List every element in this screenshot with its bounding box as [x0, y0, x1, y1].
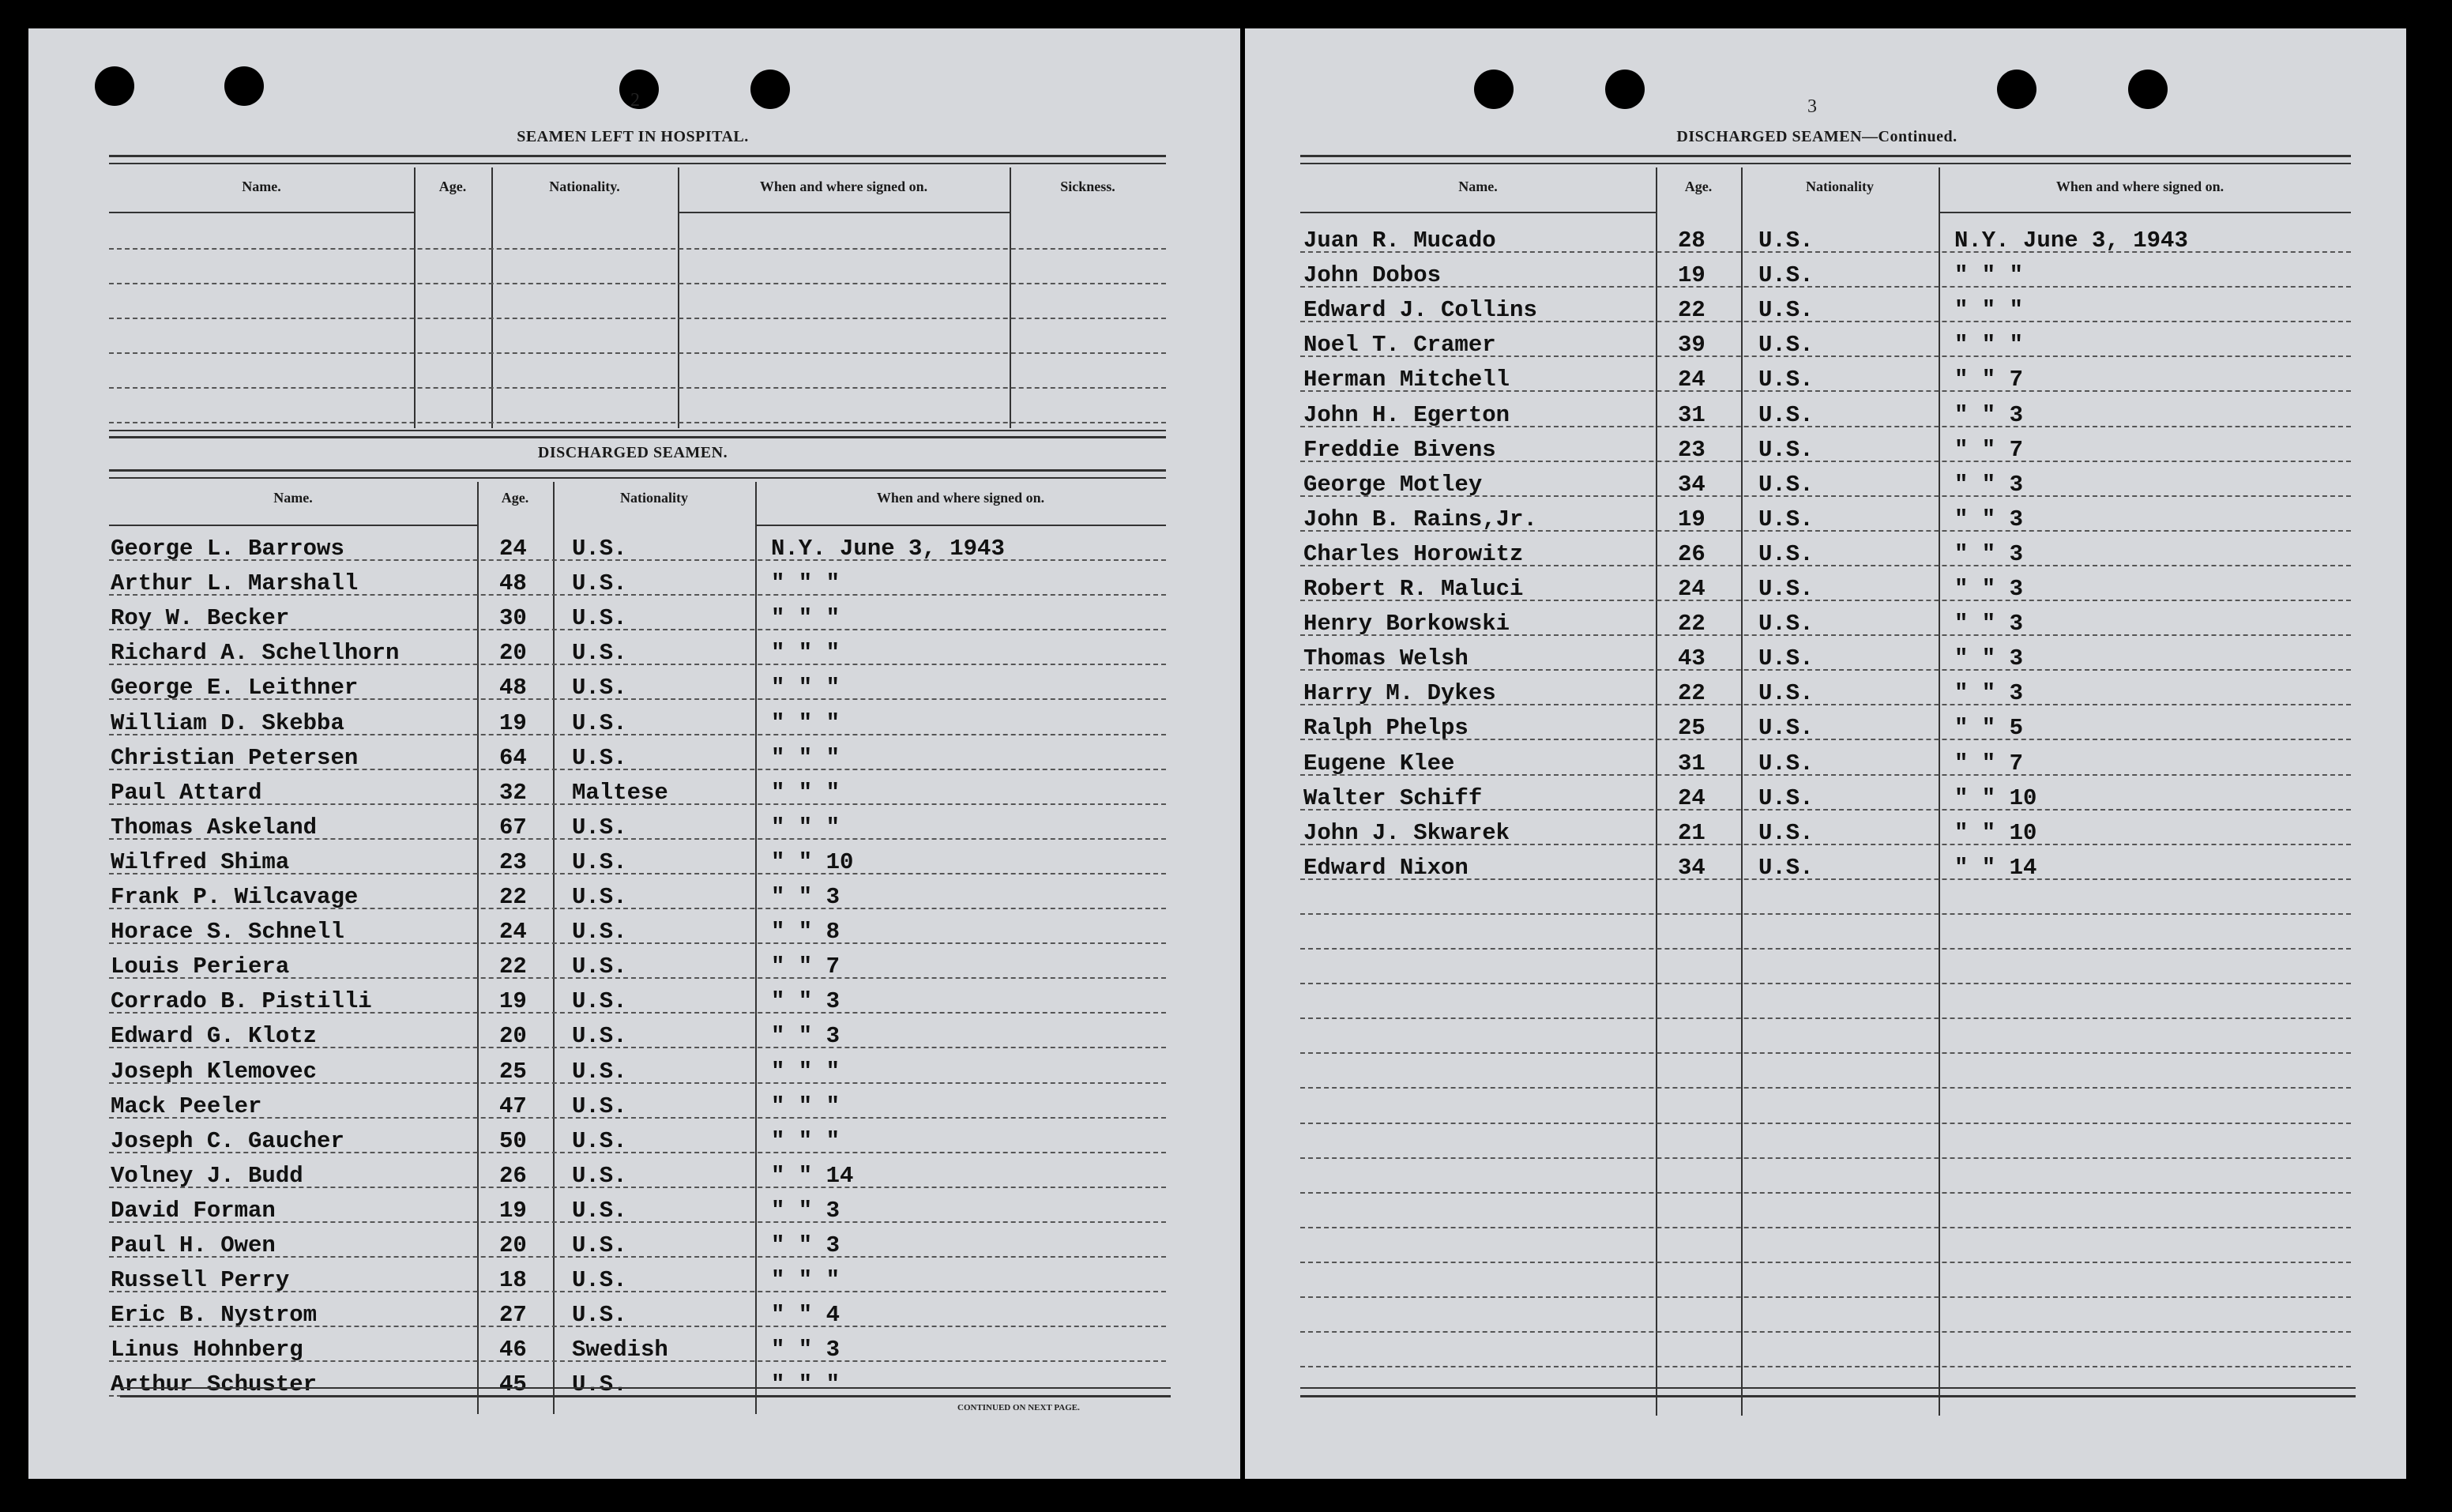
ruled-line [1300, 983, 2351, 984]
seaman-nationality: U.S. [572, 605, 627, 632]
signed-on: " " 8 [771, 919, 841, 946]
signed-on: " " " [771, 1371, 841, 1398]
signed-on: " " " [1954, 297, 2024, 324]
ruled-line [109, 352, 1166, 354]
seaman-age: 28 [1678, 228, 1705, 254]
signed-on: " " 10 [1954, 819, 2037, 846]
punch-hole [1605, 70, 1645, 109]
ruled-line [109, 977, 1166, 979]
signed-on: " " 3 [771, 1232, 841, 1258]
ruled-line [1300, 1017, 2351, 1019]
ruled-line [109, 1326, 1166, 1327]
seaman-name: John H. Egerton [1303, 401, 1510, 428]
signed-on: " " 3 [771, 988, 841, 1015]
ruled-line [1300, 355, 2351, 357]
column-divider [1010, 167, 1011, 428]
seaman-age: 67 [499, 814, 527, 841]
seaman-name: Eugene Klee [1303, 750, 1455, 777]
column-divider [477, 482, 479, 1414]
hospital-title: SEAMEN LEFT IN HOSPITAL. [517, 128, 749, 145]
seaman-age: 25 [1678, 715, 1705, 742]
seaman-age: 23 [1678, 436, 1705, 463]
ruled-line [109, 1291, 1166, 1292]
seaman-age: 50 [499, 1127, 527, 1154]
ruled-line [1300, 461, 2351, 462]
rule [109, 155, 1166, 157]
seaman-age: 24 [1678, 367, 1705, 393]
rule [1300, 212, 1656, 213]
signed-on: " " 3 [771, 1337, 841, 1363]
seaman-name: Volney J. Budd [111, 1162, 303, 1189]
seaman-name: Noel T. Cramer [1303, 332, 1496, 359]
seaman-name: Joseph C. Gaucher [111, 1127, 344, 1154]
seaman-nationality: U.S. [572, 1371, 627, 1398]
signed-on: " " 14 [1954, 854, 2037, 881]
seaman-name: Frank P. Wilcavage [111, 884, 359, 910]
seaman-nationality: U.S. [572, 744, 627, 771]
ruled-line [1300, 669, 2351, 671]
left-page [28, 28, 1240, 1479]
seaman-name: John J. Skwarek [1303, 819, 1510, 846]
column-header: Age. [1684, 179, 1713, 194]
signed-on: " " 7 [1954, 367, 2024, 393]
column-header: Age. [438, 179, 467, 194]
ruled-line [109, 908, 1166, 909]
signed-on: " " 3 [1954, 540, 2024, 567]
seaman-nationality: U.S. [572, 640, 627, 667]
seaman-nationality: U.S. [572, 1127, 627, 1154]
signed-on: " " 7 [1954, 436, 2024, 463]
signed-on: N.Y. June 3, 1943 [1954, 228, 2188, 254]
seaman-name: Edward G. Klotz [111, 1023, 318, 1050]
column-divider [1741, 167, 1743, 1416]
rule [109, 430, 1166, 431]
seaman-age: 34 [1678, 471, 1705, 498]
column-header: When and where signed on. [759, 179, 928, 194]
seaman-age: 19 [499, 1197, 527, 1224]
ruled-line [109, 1012, 1166, 1014]
rule [109, 469, 1166, 472]
seaman-nationality: U.S. [572, 848, 627, 875]
seaman-name: Harry M. Dykes [1303, 680, 1496, 707]
seaman-nationality: U.S. [1758, 401, 1814, 428]
ruled-line [109, 283, 1166, 284]
signed-on: " " 3 [1954, 506, 2024, 532]
seaman-nationality: U.S. [1758, 506, 1814, 532]
ruled-line [1300, 426, 2351, 427]
column-divider [491, 167, 493, 428]
seaman-age: 20 [499, 640, 527, 667]
seaman-nationality: U.S. [572, 570, 627, 597]
seaman-age: 26 [1678, 540, 1705, 567]
ruled-line [109, 1187, 1166, 1188]
column-divider [678, 167, 679, 428]
signed-on: " " 7 [1954, 750, 2024, 777]
column-header: Name. [273, 490, 313, 506]
seaman-nationality: U.S. [1758, 228, 1814, 254]
signed-on: " " " [771, 1127, 841, 1154]
page-number: 3 [1807, 96, 1817, 117]
ruled-line [109, 803, 1166, 805]
ruled-line [109, 1360, 1166, 1362]
punch-hole [2128, 70, 2168, 109]
signed-on: " " " [771, 779, 841, 806]
signed-on: " " " [771, 1093, 841, 1119]
rule [678, 212, 1010, 213]
ruled-line [1300, 1192, 2351, 1194]
seaman-nationality: U.S. [1758, 297, 1814, 324]
rule [1300, 1387, 2356, 1389]
ruled-line [1300, 948, 2351, 950]
signed-on: " " " [771, 605, 841, 632]
seaman-nationality: U.S. [1758, 471, 1814, 498]
seaman-age: 18 [499, 1267, 527, 1294]
signed-on: " " " [771, 744, 841, 771]
ruled-line [1300, 565, 2351, 566]
rule [120, 1395, 1171, 1397]
seaman-nationality: U.S. [1758, 367, 1814, 393]
seaman-nationality: U.S. [1758, 645, 1814, 672]
seaman-age: 22 [499, 953, 527, 980]
seaman-name: George Motley [1303, 471, 1483, 498]
punch-hole [750, 70, 790, 109]
ruled-line [1300, 321, 2351, 322]
signed-on: " " 5 [1954, 715, 2024, 742]
seaman-name: George E. Leithner [111, 675, 359, 701]
ruled-line [1300, 739, 2351, 740]
seaman-name: Horace S. Schnell [111, 919, 344, 946]
ruled-line [1300, 878, 2351, 880]
ruled-line [109, 1152, 1166, 1153]
seaman-nationality: U.S. [572, 919, 627, 946]
ruled-line [109, 734, 1166, 735]
seaman-age: 24 [1678, 576, 1705, 602]
ruled-line [1300, 1123, 2351, 1124]
ruled-line [1300, 1366, 2351, 1367]
seaman-name: Edward J. Collins [1303, 297, 1537, 324]
seaman-nationality: U.S. [572, 536, 627, 562]
seaman-age: 47 [499, 1093, 527, 1119]
seaman-nationality: U.S. [572, 709, 627, 736]
seaman-age: 27 [499, 1302, 527, 1329]
ruled-line [109, 629, 1166, 630]
right-page [1245, 28, 2406, 1479]
seaman-name: Paul H. Owen [111, 1232, 276, 1258]
seaman-name: Arthur L. Marshall [111, 570, 359, 597]
seaman-nationality: U.S. [1758, 784, 1814, 811]
punch-hole [224, 66, 264, 106]
seaman-nationality: U.S. [1758, 854, 1814, 881]
column-divider [755, 482, 757, 1414]
seaman-age: 39 [1678, 332, 1705, 359]
ruled-line [1300, 913, 2351, 915]
signed-on: " " 3 [1954, 680, 2024, 707]
seaman-age: 19 [499, 988, 527, 1015]
seaman-name: Arthur Schuster [111, 1371, 318, 1398]
signed-on: " " 3 [1954, 576, 2024, 602]
ruled-line [1300, 286, 2351, 288]
ruled-line [109, 1047, 1166, 1048]
seaman-nationality: U.S. [1758, 750, 1814, 777]
seaman-name: George L. Barrows [111, 536, 344, 562]
signed-on: " " " [771, 814, 841, 841]
seaman-name: Freddie Bivens [1303, 436, 1496, 463]
seaman-nationality: U.S. [1758, 611, 1814, 638]
seaman-nationality: U.S. [572, 1267, 627, 1294]
seaman-age: 30 [499, 605, 527, 632]
column-header: Sickness. [1060, 179, 1115, 194]
signed-on: " " " [771, 1058, 841, 1085]
signed-on: " " " [771, 1267, 841, 1294]
ruled-line [109, 664, 1166, 665]
seaman-name: Robert R. Maluci [1303, 576, 1524, 602]
seaman-age: 48 [499, 570, 527, 597]
ruled-line [109, 248, 1166, 250]
ruled-line [1300, 1157, 2351, 1159]
rule [1939, 212, 2351, 213]
column-header: Age. [501, 490, 529, 506]
seaman-name: Edward Nixon [1303, 854, 1469, 881]
signed-on: " " 14 [771, 1162, 854, 1189]
seaman-nationality: U.S. [572, 1093, 627, 1119]
seaman-name: Joseph Klemovec [111, 1058, 318, 1085]
discharged-continued-title: DISCHARGED SEAMEN—Continued. [1676, 128, 1957, 145]
seaman-name: Corrado B. Pistilli [111, 988, 372, 1015]
ruled-line [1300, 251, 2351, 253]
seaman-name: Thomas Welsh [1303, 645, 1469, 672]
page-number: 2 [630, 90, 640, 111]
signed-on: " " 10 [771, 848, 854, 875]
seaman-age: 22 [1678, 297, 1705, 324]
signed-on: " " 3 [1954, 611, 2024, 638]
rule [109, 212, 414, 213]
seaman-nationality: U.S. [572, 988, 627, 1015]
ruled-line [109, 559, 1166, 561]
ruled-line [109, 1117, 1166, 1119]
seaman-nationality: U.S. [572, 1023, 627, 1050]
seaman-nationality: U.S. [572, 953, 627, 980]
column-header: Nationality [1805, 179, 1874, 194]
seaman-nationality: U.S. [572, 1197, 627, 1224]
ruled-line [1300, 809, 2351, 811]
seaman-nationality: U.S. [1758, 819, 1814, 846]
rule [109, 477, 1166, 479]
signed-on: " " 3 [771, 1023, 841, 1050]
seaman-name: Louis Periera [111, 953, 290, 980]
signed-on: " " " [771, 570, 841, 597]
ruled-line [1300, 390, 2351, 392]
signed-on: " " 3 [771, 884, 841, 910]
punch-hole [1997, 70, 2036, 109]
seaman-nationality: Maltese [572, 779, 668, 806]
ruled-line [109, 698, 1166, 700]
seaman-nationality: U.S. [572, 1162, 627, 1189]
signed-on: " " " [771, 675, 841, 701]
ruled-line [109, 1221, 1166, 1223]
seaman-nationality: U.S. [572, 1058, 627, 1085]
seaman-nationality: U.S. [1758, 436, 1814, 463]
ruled-line [1300, 1227, 2351, 1228]
punch-hole [95, 66, 134, 106]
seaman-age: 19 [1678, 262, 1705, 289]
column-divider [553, 482, 555, 1414]
rule [755, 525, 1166, 526]
seaman-age: 34 [1678, 854, 1705, 881]
seaman-age: 31 [1678, 401, 1705, 428]
seaman-age: 64 [499, 744, 527, 771]
signed-on: " " " [771, 709, 841, 736]
ruled-line [109, 873, 1166, 874]
seaman-nationality: U.S. [1758, 680, 1814, 707]
seaman-age: 45 [499, 1371, 527, 1398]
seaman-name: Herman Mitchell [1303, 367, 1510, 393]
ruled-line [109, 838, 1166, 840]
seaman-age: 26 [499, 1162, 527, 1189]
ruled-line [109, 594, 1166, 596]
seaman-age: 20 [499, 1023, 527, 1050]
ruled-line [1300, 1052, 2351, 1054]
ruled-line [109, 1256, 1166, 1258]
signed-on: N.Y. June 3, 1943 [771, 536, 1005, 562]
rule [109, 163, 1166, 164]
seaman-nationality: U.S. [572, 1302, 627, 1329]
seaman-age: 24 [499, 919, 527, 946]
ruled-line [1300, 634, 2351, 636]
seaman-age: 32 [499, 779, 527, 806]
seaman-nationality: U.S. [1758, 576, 1814, 602]
seaman-name: Paul Attard [111, 779, 262, 806]
seaman-name: David Forman [111, 1197, 276, 1224]
column-header: Nationality. [549, 179, 620, 194]
signed-on: " " " [1954, 262, 2024, 289]
seaman-age: 23 [499, 848, 527, 875]
signed-on: " " " [771, 640, 841, 667]
punch-hole [1474, 70, 1514, 109]
seaman-age: 21 [1678, 819, 1705, 846]
seaman-nationality: U.S. [572, 814, 627, 841]
seaman-age: 46 [499, 1337, 527, 1363]
discharged-title: DISCHARGED SEAMEN. [537, 444, 728, 461]
seaman-nationality: U.S. [572, 1232, 627, 1258]
seaman-age: 24 [499, 536, 527, 562]
column-header: When and where signed on. [876, 490, 1045, 506]
seaman-nationality: Swedish [572, 1337, 668, 1363]
ruled-line [1300, 495, 2351, 497]
signed-on: " " 7 [771, 953, 841, 980]
seaman-name: Walter Schiff [1303, 784, 1483, 811]
signed-on: " " 3 [1954, 471, 2024, 498]
ruled-line [109, 422, 1166, 423]
seaman-name: Eric B. Nystrom [111, 1302, 318, 1329]
continued-note: CONTINUED ON NEXT PAGE. [957, 1403, 1080, 1412]
seaman-age: 22 [1678, 680, 1705, 707]
column-header: Nationality [619, 490, 688, 506]
seaman-nationality: U.S. [1758, 715, 1814, 742]
rule [120, 1387, 1171, 1389]
ruled-line [109, 1082, 1166, 1084]
signed-on: " " 3 [771, 1197, 841, 1224]
seaman-name: John Dobos [1303, 262, 1442, 289]
seaman-age: 20 [499, 1232, 527, 1258]
column-divider [1939, 167, 1940, 1416]
seaman-name: John B. Rains,Jr. [1303, 506, 1537, 532]
signed-on: " " 3 [1954, 401, 2024, 428]
seaman-name: Mack Peeler [111, 1093, 262, 1119]
seaman-nationality: U.S. [1758, 262, 1814, 289]
seaman-age: 19 [499, 709, 527, 736]
ruled-line [109, 942, 1166, 944]
column-header: Name. [1458, 179, 1498, 194]
seaman-age: 24 [1678, 784, 1705, 811]
ruled-line [1300, 844, 2351, 845]
ruled-line [1300, 600, 2351, 601]
seaman-age: 31 [1678, 750, 1705, 777]
seaman-name: Thomas Askeland [111, 814, 318, 841]
ruled-line [109, 769, 1166, 770]
ruled-line [109, 318, 1166, 319]
column-header: When and where signed on. [2055, 179, 2224, 194]
seaman-nationality: U.S. [1758, 332, 1814, 359]
signed-on: " " 3 [1954, 645, 2024, 672]
column-header: Name. [242, 179, 281, 194]
column-divider [1656, 167, 1657, 1416]
seaman-age: 22 [499, 884, 527, 910]
rule [1300, 155, 2351, 157]
rule [1300, 1395, 2356, 1397]
seaman-name: Juan R. Mucado [1303, 228, 1496, 254]
seaman-name: Russell Perry [111, 1267, 290, 1294]
signed-on: " " 10 [1954, 784, 2037, 811]
seaman-name: Christian Petersen [111, 744, 359, 771]
ruled-line [1300, 1262, 2351, 1263]
signed-on: " " 4 [771, 1302, 841, 1329]
seaman-age: 48 [499, 675, 527, 701]
seaman-nationality: U.S. [572, 884, 627, 910]
rule [1300, 163, 2351, 164]
seaman-name: Richard A. Schellhorn [111, 640, 400, 667]
ruled-line [1300, 704, 2351, 705]
seaman-age: 25 [499, 1058, 527, 1085]
seaman-name: Linus Hohnberg [111, 1337, 303, 1363]
seaman-name: Charles Horowitz [1303, 540, 1524, 567]
column-divider [414, 167, 416, 428]
seaman-name: Wilfred Shima [111, 848, 290, 875]
rule [109, 525, 477, 526]
ruled-line [1300, 1087, 2351, 1089]
seaman-name: Ralph Phelps [1303, 715, 1469, 742]
ruled-line [109, 387, 1166, 389]
ruled-line [1300, 1296, 2351, 1298]
signed-on: " " " [1954, 332, 2024, 359]
ruled-line [1300, 530, 2351, 532]
seaman-nationality: U.S. [1758, 540, 1814, 567]
ruled-line [1300, 774, 2351, 776]
seaman-age: 22 [1678, 611, 1705, 638]
seaman-nationality: U.S. [572, 675, 627, 701]
ruled-line [1300, 1331, 2351, 1333]
seaman-age: 19 [1678, 506, 1705, 532]
seaman-age: 43 [1678, 645, 1705, 672]
seaman-name: Henry Borkowski [1303, 611, 1510, 638]
seaman-name: Roy W. Becker [111, 605, 290, 632]
rule [109, 436, 1166, 438]
seaman-name: William D. Skebba [111, 709, 344, 736]
